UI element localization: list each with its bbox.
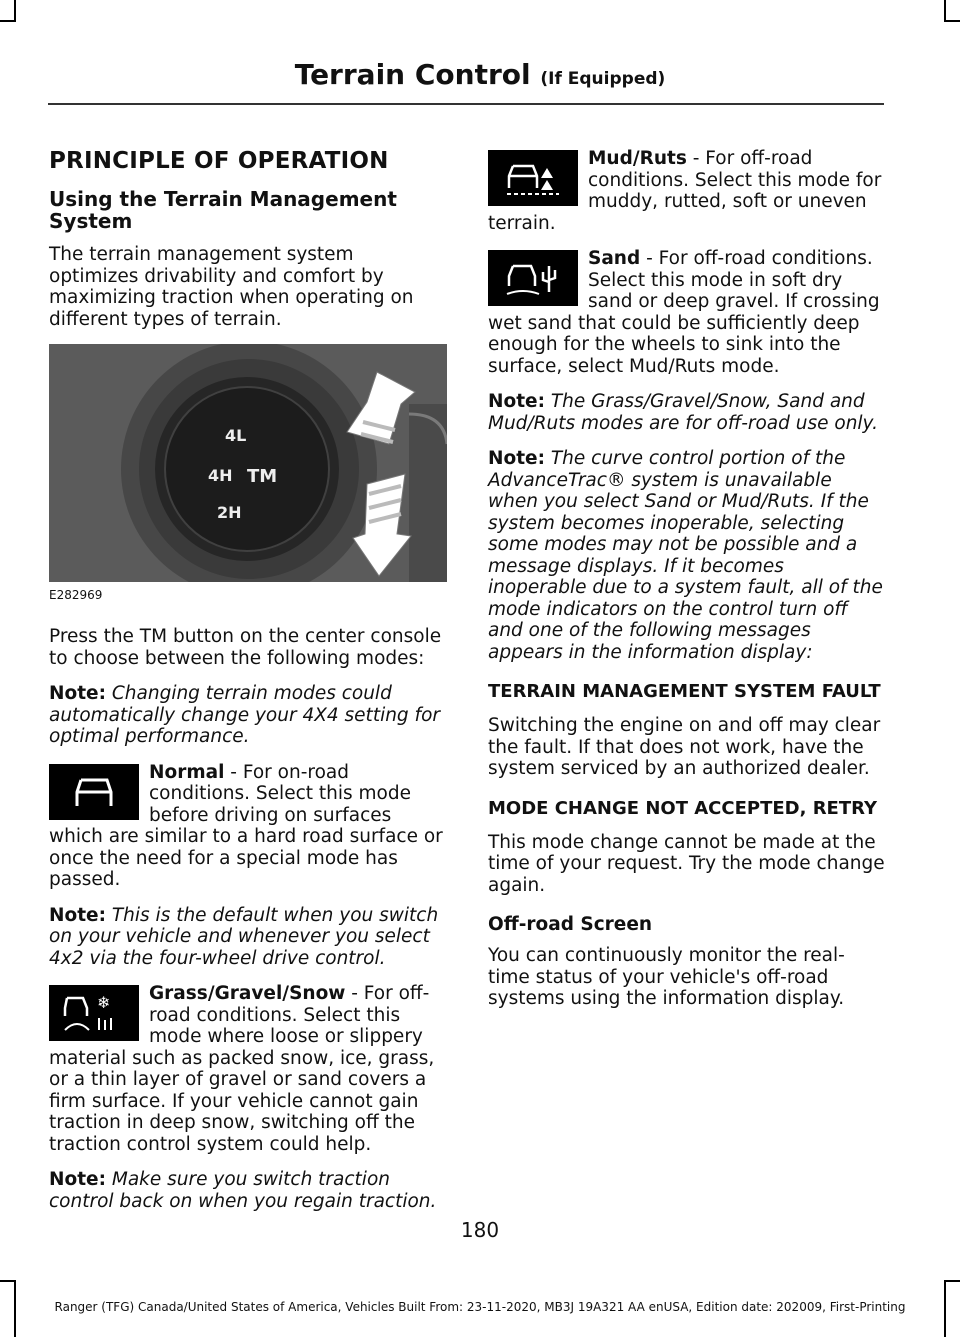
mud-ruts-icon xyxy=(488,150,578,206)
normal-mode-icon xyxy=(49,764,139,820)
mode-name: Grass/Gravel/Snow xyxy=(149,983,346,1004)
right-column xyxy=(488,148,886,1024)
mode-name: Normal xyxy=(149,761,225,783)
mode-description: - For off-road conditions. Select this mode for muddy, rutted, soft or uneven terrain. xyxy=(488,148,882,234)
crop-mark xyxy=(0,1280,16,1282)
dial-label-4l: 4L xyxy=(225,426,247,445)
subsection-heading: Using the Terrain Management System xyxy=(49,187,397,233)
note-label: Note: xyxy=(49,1169,106,1190)
note-paragraph xyxy=(488,448,886,663)
message-heading: MODE CHANGE NOT ACCEPTED, RETRY xyxy=(488,797,878,819)
crop-mark xyxy=(0,20,16,22)
note-paragraph xyxy=(49,1169,447,1212)
offroad-paragraph: You can continuously monitor the real-time status of your vehicle's off-road systems using the information display. xyxy=(488,945,845,1009)
message-paragraph: This mode change cannot be made at the time of your request. Try the mode change again. xyxy=(488,831,885,896)
header-qualifier: (If Equipped) xyxy=(540,69,666,89)
mode-description: - For off-road conditions. Select this mode in soft dry sand or deep gravel. If crossing wet sand that could be sufficiently deep enough for the wheels to sink into the surface, select Mud/Ruts mode. xyxy=(488,248,880,377)
crop-mark xyxy=(944,20,960,22)
page-header xyxy=(0,58,960,91)
header-title: Terrain Control xyxy=(294,58,531,91)
tm-dial-figure xyxy=(49,344,447,606)
mode-normal xyxy=(49,762,447,905)
svg-text:❄: ❄ xyxy=(97,993,111,1012)
note-text: The curve control portion of the AdvanceTrac® system is unavailable when you select Sand or Mud/Ruts. If the system becomes inoperable, selecting some modes may not be possible and a message displays. If it becomes inoperable due to a system fault, all of the mode indicators on the control turn off and one of the following messages appears in the information display: xyxy=(488,448,883,663)
page-footer: Ranger (TFG) Canada/United States of America, Vehicles Built From: 23-11-2020, MB3J 19A321 AA enUSA, Edition date: 202009, First-Printing xyxy=(54,1300,906,1314)
offroad-heading: Off-road Screen xyxy=(488,914,653,935)
left-column xyxy=(49,148,447,1226)
page-number: 180 xyxy=(460,1218,500,1242)
tm-dial-illustration xyxy=(49,344,447,582)
mode-grass-gravel-snow xyxy=(49,983,447,1169)
dial-label-2h: 2H xyxy=(217,503,242,522)
mode-description: - For off-road conditions. Select this mode where loose or slippery material such as packed snow, ice, grass, or a thin layer of gravel or sand covers a firm surface. If your vehicle cannot gain traction in deep snow, switching off the traction control system could help. xyxy=(49,983,435,1155)
intro-paragraph: The terrain management system optimizes drivability and comfort by maximizing traction when operating on different types of terrain. xyxy=(49,244,414,330)
crop-mark xyxy=(14,0,16,22)
mode-description: - For on-road conditions. Select this mode before driving on surfaces which are similar to a hard road surface or once the need for a special mode has passed. xyxy=(49,761,443,890)
mode-sand xyxy=(488,248,886,391)
note-text: This is the default when you switch on your vehicle and whenever you select 4x2 via the four-wheel drive control. xyxy=(49,904,439,969)
mode-name: Sand xyxy=(588,248,641,269)
note-paragraph xyxy=(49,683,447,748)
note-text: Make sure you switch traction control back on when you regain traction. xyxy=(49,1169,437,1212)
message-paragraph: Switching the engine on and off may clear the fault. If that does not work, have the system serviced by an authorized dealer. xyxy=(488,715,881,779)
note-label: Note: xyxy=(488,391,545,412)
press-paragraph: Press the TM button on the center console to choose between the following modes: xyxy=(49,626,442,669)
note-label: Note: xyxy=(488,448,545,469)
section-heading: PRINCIPLE OF OPERATION xyxy=(49,148,389,174)
note-label: Note: xyxy=(49,904,106,926)
note-paragraph xyxy=(488,391,886,434)
message-heading: TERRAIN MANAGEMENT SYSTEM FAULT xyxy=(488,681,881,702)
dial-label-4h: 4H xyxy=(208,466,233,485)
crop-mark xyxy=(944,0,946,22)
note-text: Changing terrain modes could automatically change your 4X4 setting for optimal performance. xyxy=(49,683,440,747)
tm-dial-image xyxy=(49,344,447,582)
note-text: The Grass/Gravel/Snow, Sand and Mud/Ruts modes are for off-road use only. xyxy=(488,391,878,434)
note-paragraph xyxy=(49,905,447,970)
figure-code: E282969 xyxy=(49,588,103,602)
mode-mud-ruts xyxy=(488,148,886,248)
note-label: Note: xyxy=(49,683,106,704)
sand-icon xyxy=(488,250,578,306)
dial-label-tm: TM xyxy=(247,466,278,487)
crop-mark xyxy=(944,1280,960,1282)
header-rule xyxy=(48,103,884,105)
grass-gravel-snow-icon xyxy=(49,985,139,1041)
mode-name: Mud/Ruts xyxy=(588,148,687,169)
